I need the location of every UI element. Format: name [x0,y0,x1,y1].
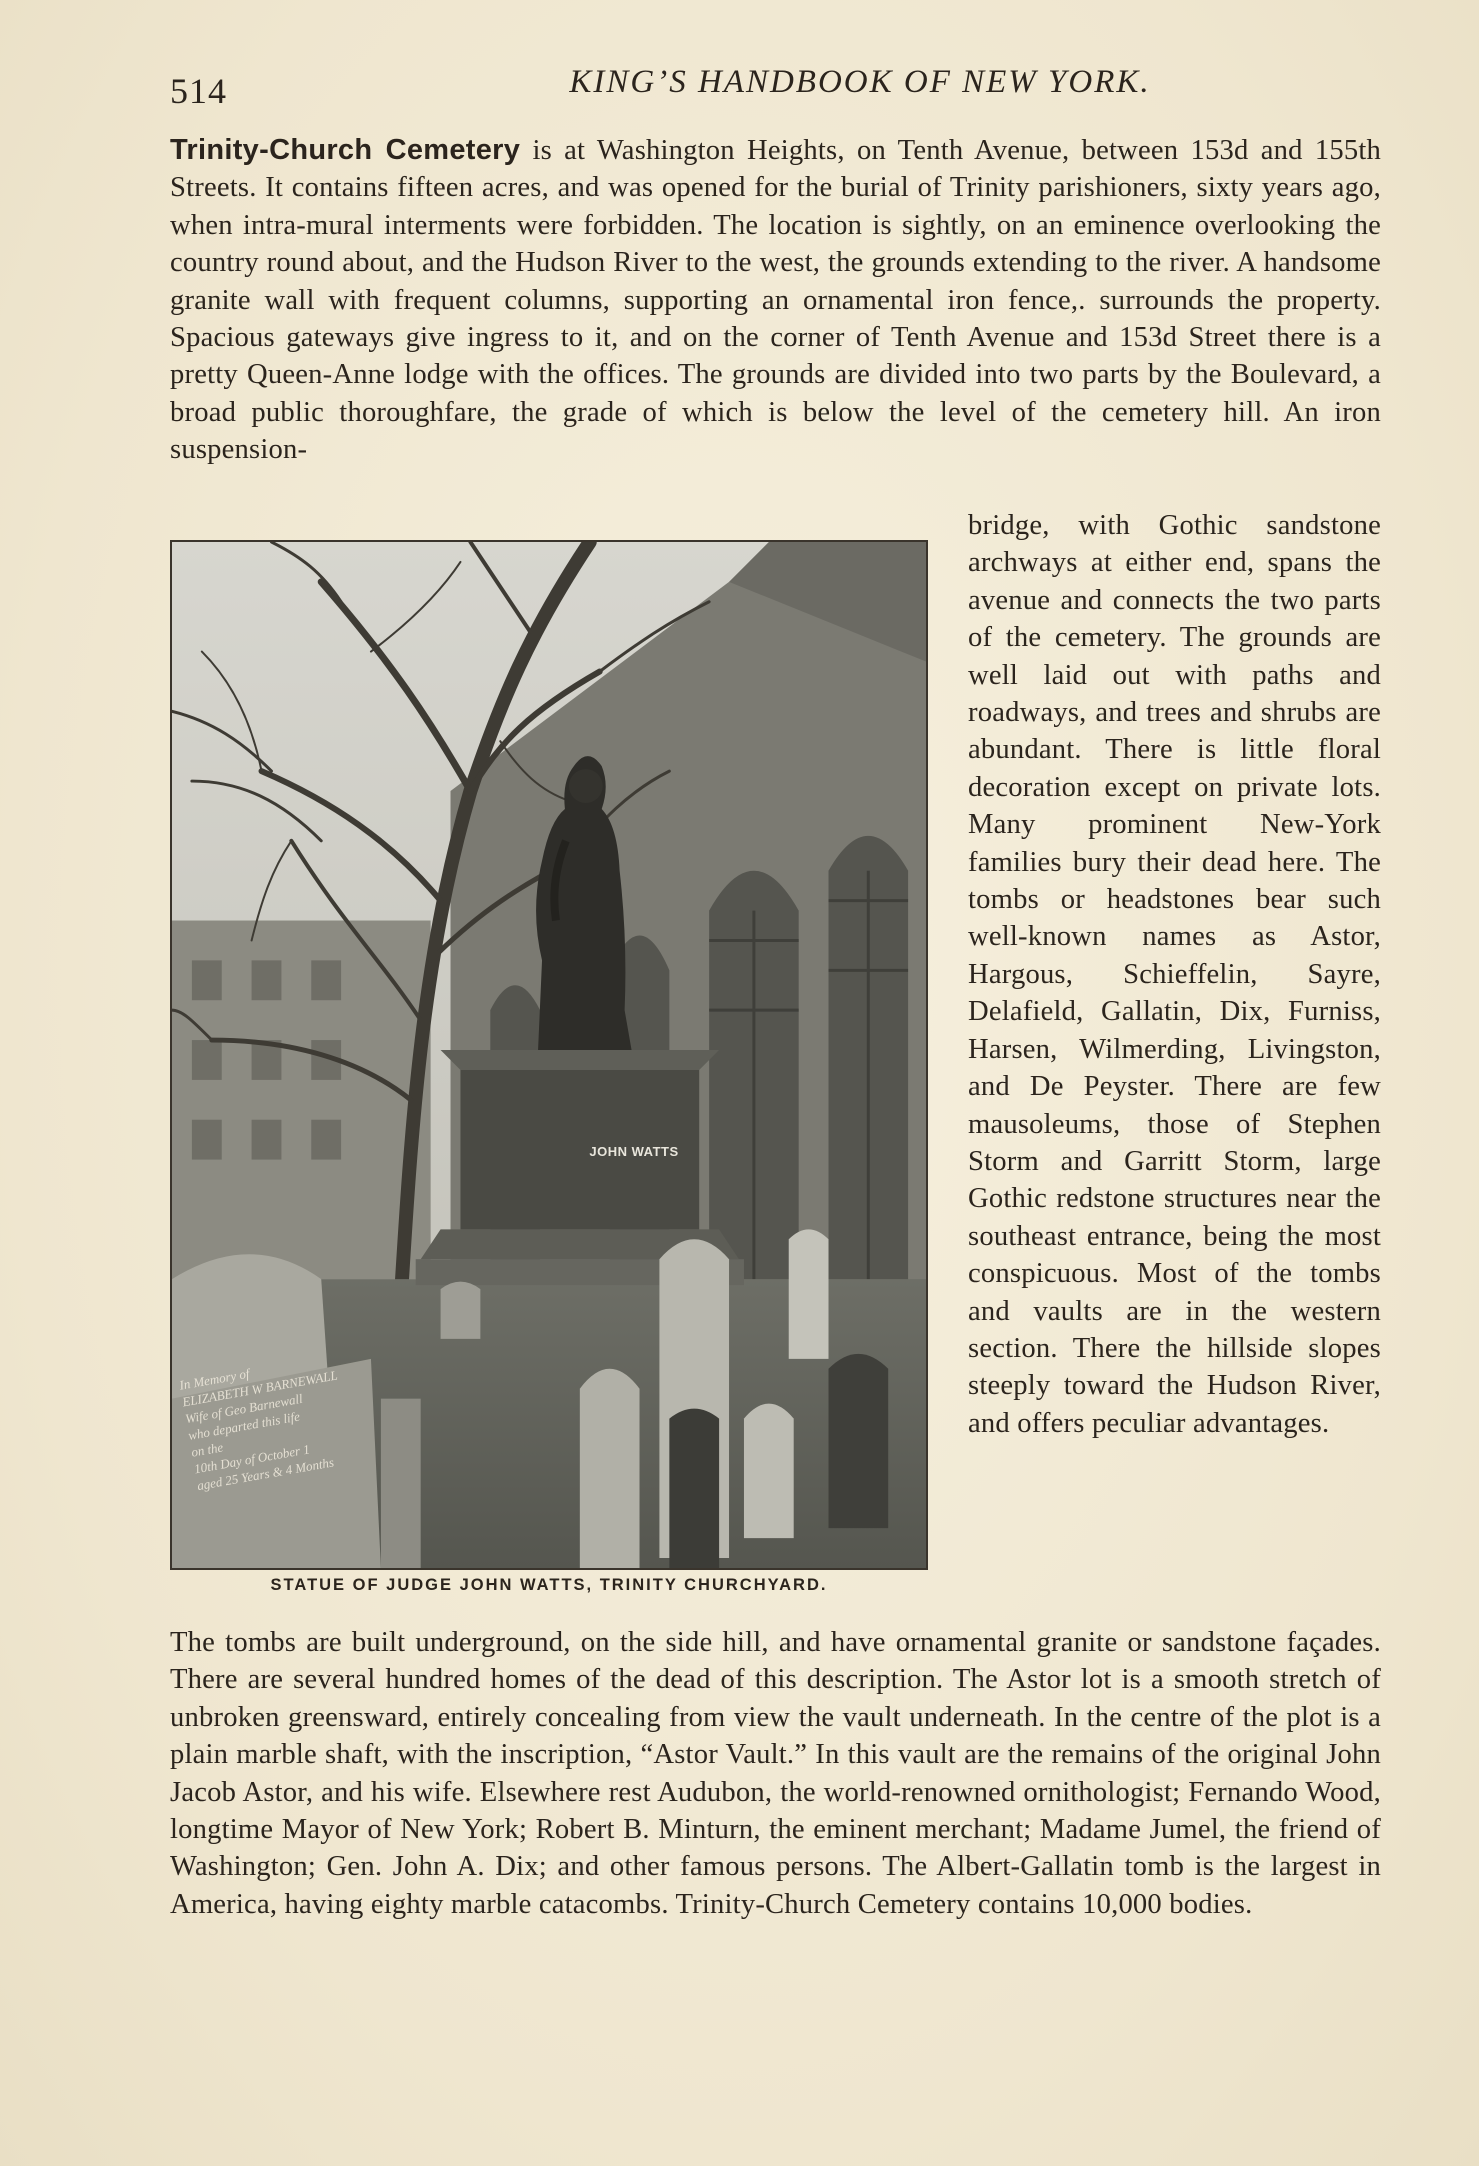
running-title: KING’S HANDBOOK OF NEW YORK. [569,64,1151,100]
photograph [170,540,928,1570]
figure-caption: STATUE OF JUDGE JOHN WATTS, TRINITY CHURCHYARD. [270,1576,828,1594]
pedestal-label: JOHN WATTS [589,1144,679,1159]
lead-term: Trinity-Church Cemetery [170,134,521,166]
paragraph-top [170,132,1381,469]
paragraph-top-text: is at Washington Heights, on Tenth Avenue, between 153d and 155th Streets. It contains fifteen acres, and was opened for the burial of Trinity parishioners, sixty years ago, when intra-mural interments were forbidden. The location is sightly, on an eminence overlooking the country round about, and the Hudson River to the west, the grounds extending to the river. A handsome granite wall with frequent columns, supporting an ornamental iron fence,. surrounds the property. Spacious gateways give ingress to it, and on the corner of Tenth Avenue and 153d Street there is a pretty Queen-Anne lodge with the offices. The grounds are divided into two parts by the Boulevard, a broad public thoroughfare, the grade of which is below the level of the cemetery hill. An iron suspension- [170,135,1381,466]
paragraph-bottom: The tombs are built underground, on the side hill, and have ornamental granite or sandstone façades. There are several hundred homes of the dead of this description. The Astor lot is a smooth stretch of unbroken greensward, entirely concealing from view the vault underneath. In the centre of the plot is a plain marble shaft, with the inscription, “Astor Vault.” In this vault are the remains of the original John Jacob Astor, and his wife. Elsewhere rest Audubon, the world-renowned ornithologist; Fernando Wood, longtime Mayor of New York; Robert B. Minturn, the eminent merchant; Madame Jumel, the friend of Washington; Gen. John A. Dix; and other famous persons. The Albert-Gallatin tomb is the largest in America, having eighty marble catacombs. Trinity-Church Cemetery contains 10,000 bodies. [170,1627,1381,1920]
headstone-inscription: In Memory of ELIZABETH W BARNEWALL Wife of Geo Barnewall who departed this life on the 10th Day of October 1 aged 25 Years & 4 Months [178,1365,339,1494]
paragraph-side: bridge, with Gothic sandstone archways at either end, spans the avenue and connects the two parts of the cemetery. The grounds are well laid out with paths and roadways, and trees and shrubs are abundant. There is little floral decoration except on private lots. Many prominent New-York families bury their dead here. The tombs or headstones bear such well-known names as Astor, Hargous, Schieffelin, Sayre, Delafield, Gallatin, Dix, Furniss, Harsen, Wilmerding, Livingston, and De Peyster. There are few mausoleums, those of Stephen Storm and Garritt Storm, large Gothic redstone structures near the southeast entrance, being the most conspicuous. Most of the tombs and vaults are in the western section. There the hillside slopes steeply toward the Hudson River, and offers peculiar advantages. [968,510,1381,1439]
figure [170,540,928,1594]
running-head [170,64,1380,112]
page-number: 514 [170,71,227,111]
